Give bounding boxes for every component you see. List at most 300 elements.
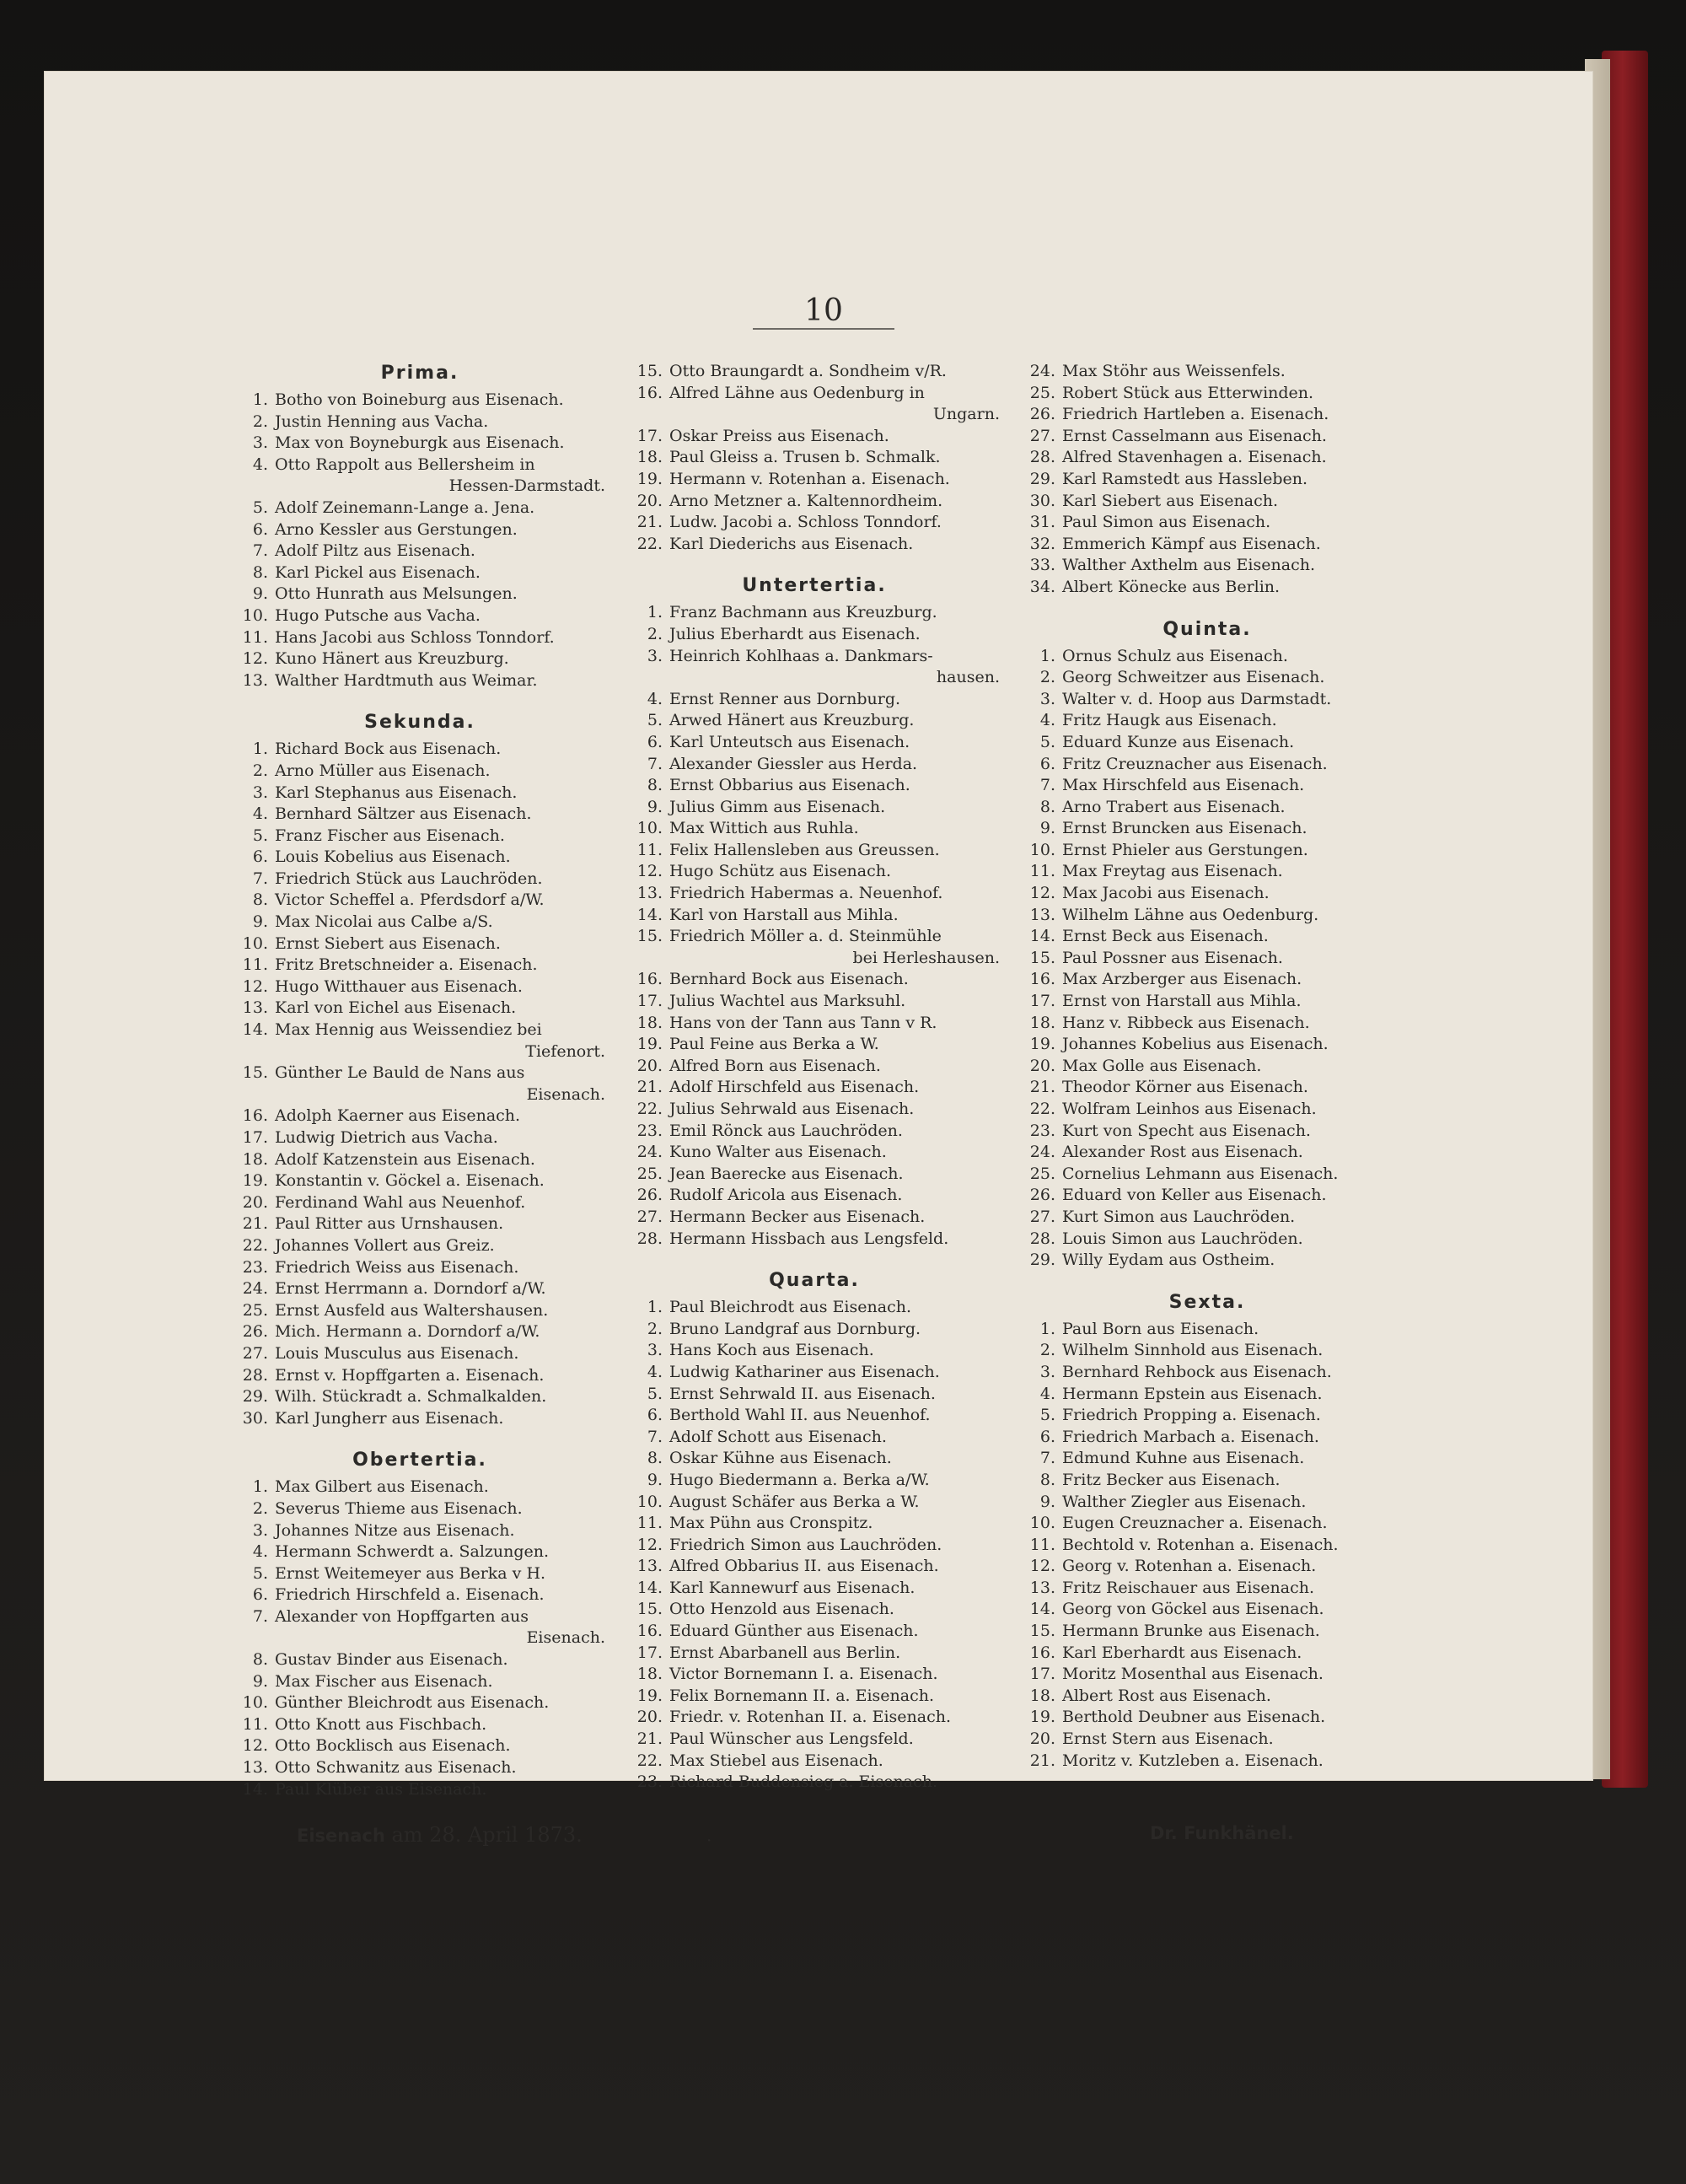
list-item-name (275, 976, 605, 998)
list-item-continuation: Eisenach. (526, 1084, 605, 1104)
list-item-name (275, 1105, 605, 1127)
list-item (234, 1541, 605, 1563)
list-item-number: 19. (636, 1686, 663, 1705)
list-item-name (1062, 1250, 1393, 1272)
list-item-name (275, 1584, 605, 1606)
list-item-name (669, 1319, 1000, 1341)
list-item-name (1062, 1034, 1393, 1056)
list-item-name (1062, 948, 1393, 970)
list-item-name (275, 1498, 605, 1520)
list-item (1022, 710, 1393, 732)
list-item (234, 998, 605, 1019)
list-item-number: 11. (1029, 1535, 1055, 1554)
list-item-number: 14. (242, 1020, 268, 1040)
list-item-number: 5. (252, 826, 268, 845)
list-item-text: Hermann Becker aus Eisenach. (669, 1207, 926, 1226)
list-item (629, 1427, 1000, 1449)
list-item-number: 29. (242, 1387, 268, 1407)
list-item-number: 13. (242, 1758, 268, 1778)
list-item (1022, 1686, 1393, 1708)
list-item-number: 20. (636, 491, 663, 510)
list-item-number: 1. (647, 603, 663, 622)
list-item-name (1062, 1492, 1393, 1514)
list-item-continuation: bei Herleshausen. (852, 948, 1000, 967)
list-item-name (1062, 512, 1393, 534)
list-item (629, 689, 1000, 711)
list-item-text: Ernst Beck aus Eisenach. (1062, 927, 1269, 946)
list-item-name (1062, 646, 1393, 668)
list-item-continuation: Ungarn. (932, 405, 1000, 424)
list-item (629, 1535, 1000, 1557)
list-item-name (1062, 991, 1393, 1013)
list-item-name (275, 390, 605, 412)
list-item (629, 1297, 1000, 1319)
list-item-name (1062, 1121, 1393, 1143)
list-item-text: Berthold Deubner aus Eisenach. (1062, 1708, 1326, 1727)
list-item-name (1062, 491, 1393, 513)
list-item (629, 447, 1000, 469)
list-item-name (669, 1427, 1000, 1449)
list-item (629, 1099, 1000, 1121)
list-item-text: Adolf Schott aus Eisenach. (669, 1427, 887, 1446)
list-item-text: Max Pühn aus Cronspitz. (669, 1514, 873, 1533)
list-item-text: Hermann Hissbach aus Lengsfeld. (669, 1229, 949, 1248)
list-item-name (275, 1213, 605, 1235)
list-item-number: 16. (636, 970, 663, 989)
list-item (629, 1013, 1000, 1035)
list-item-number: 27. (636, 1207, 663, 1226)
list-item (234, 1671, 605, 1693)
list-item (629, 1772, 1000, 1794)
list-item-text: Fritz Reischauer aus Eisenach. (1062, 1578, 1314, 1597)
list-item-text: Ernst Stern aus Eisenach. (1062, 1729, 1274, 1749)
list-item-number: 7. (647, 754, 663, 773)
list-item-text: Friedrich Marbach a. Eisenach. (1062, 1427, 1319, 1446)
list-item-text: Karl Jungherr aus Eisenach. (275, 1408, 504, 1428)
list-item-text: Karl Diederichs aus Eisenach. (669, 534, 914, 553)
list-item (234, 1498, 605, 1520)
list-item-text: Franz Fischer aus Eisenach. (275, 826, 505, 845)
list-item (234, 605, 605, 627)
list-item-number: 20. (1029, 1729, 1055, 1749)
list-item-number: 8. (1039, 1470, 1055, 1489)
list-item-name (275, 1192, 605, 1214)
list-item-number: 13. (1029, 905, 1055, 924)
list-item-text: Albert Könecke aus Berlin. (1062, 577, 1281, 596)
section-title: Sexta. (1168, 1291, 1246, 1313)
list-item-name (275, 627, 605, 649)
list-item-number: 18. (636, 1013, 663, 1032)
list-item-number: 4. (647, 1362, 663, 1381)
list-item-name (669, 1578, 1000, 1600)
list-item (1022, 1729, 1393, 1751)
list-item-number: 5. (647, 1384, 663, 1403)
list-item-text: Hermann Epstein aus Eisenach. (1062, 1384, 1323, 1403)
list-item (629, 1164, 1000, 1186)
list-item-name (275, 433, 605, 455)
list-item-name (275, 869, 605, 890)
list-item-text: Friedrich Stück aus Lauchröden. (275, 869, 543, 888)
list-item-name (275, 670, 605, 692)
list-item-text: Hugo Biedermann a. Berka a/W. (669, 1470, 930, 1489)
list-item-text: Paul Possner aus Eisenach. (1062, 948, 1283, 967)
list-item-number: 18. (1029, 1013, 1055, 1032)
list-item-number: 9. (252, 1671, 268, 1691)
list-item (234, 1192, 605, 1214)
list-item-number: 13. (242, 670, 268, 690)
list-item (629, 861, 1000, 883)
list-item-name (669, 818, 1000, 840)
list-item (629, 426, 1000, 448)
list-item-name (275, 584, 605, 605)
list-item-text: Max Freytag aus Eisenach. (1062, 862, 1283, 881)
list-item-name (1062, 1427, 1393, 1449)
list-item (1022, 689, 1393, 711)
stray-mark: · (706, 1830, 712, 1850)
list-item-name (669, 1229, 1000, 1251)
list-item-number: 7. (252, 541, 268, 561)
section-title: Quinta. (1162, 618, 1252, 640)
list-item-text: Karl Unteutsch aus Eisenach. (669, 732, 910, 751)
list-item-text: Louis Simon aus Lauchröden. (1062, 1229, 1303, 1248)
list-item (629, 991, 1000, 1013)
list-item-text: Alexander von Hopffgarten aus (275, 1606, 529, 1626)
list-item-name (669, 797, 1000, 819)
list-item-text: Karl von Eichel aus Eisenach. (275, 998, 517, 1018)
list-item-number: 2. (1039, 668, 1055, 687)
list-item-text: Fritz Bretschneider a. Eisenach. (275, 955, 538, 975)
list-item (234, 562, 605, 584)
list-item (234, 1278, 605, 1300)
column-3 (1022, 361, 1393, 1772)
list-item-number: 12. (242, 1736, 268, 1756)
list-item (1022, 1664, 1393, 1686)
list-item-name (275, 455, 605, 498)
list-item-number: 5. (252, 498, 268, 517)
list-item-number: 21. (242, 1214, 268, 1234)
list-item-name (275, 1477, 605, 1498)
list-item (629, 1599, 1000, 1621)
list-item-text: Oskar Preiss aus Eisenach. (669, 426, 889, 445)
list-item (1022, 404, 1393, 426)
list-item-name (669, 710, 1000, 732)
list-item-name (669, 469, 1000, 491)
list-item-text: Hans Jacobi aus Schloss Tonndorf. (275, 627, 555, 647)
list-item-text: Adolf Hirschfeld aus Eisenach. (669, 1078, 920, 1097)
list-item-name (1062, 1319, 1393, 1341)
list-item-name (275, 541, 605, 562)
list-item-number: 29. (1029, 469, 1055, 488)
list-item-text: Alfred Born aus Eisenach. (669, 1056, 881, 1075)
list-item-text: Georg von Göckel aus Eisenach. (1062, 1600, 1324, 1619)
list-item-number: 11. (636, 840, 663, 859)
list-item-number: 9. (1039, 1492, 1055, 1511)
list-item (1022, 926, 1393, 948)
list-item (1022, 1056, 1393, 1078)
list-item-text: Ernst Phieler aus Gerstungen. (1062, 840, 1308, 859)
list-item (1022, 1405, 1393, 1427)
list-item (629, 1405, 1000, 1427)
section-title: Untertertia. (742, 575, 887, 597)
list-item (1022, 1121, 1393, 1143)
list-item-number: 7. (1039, 776, 1055, 795)
list-item (1022, 361, 1393, 383)
list-item-text: Arwed Hänert aus Kreuzburg. (669, 711, 915, 730)
list-item-number: 15. (636, 927, 663, 946)
list-item-number: 1. (1039, 1319, 1055, 1338)
list-item-number: 16. (1029, 970, 1055, 989)
list-item-number: 10. (1029, 1514, 1055, 1533)
list-item (629, 1751, 1000, 1772)
list-item-number: 21. (636, 513, 663, 532)
list-item (1022, 991, 1393, 1013)
list-item-number: 14. (1029, 1600, 1055, 1619)
list-item-number: 14. (636, 905, 663, 924)
list-item (629, 840, 1000, 862)
list-item-number: 3. (252, 783, 268, 802)
list-item (234, 1235, 605, 1257)
list-item-name (1062, 1556, 1393, 1578)
list-item (1022, 447, 1393, 469)
list-item-name (669, 383, 1000, 426)
list-item-number: 20. (636, 1708, 663, 1727)
list-item-text: Karl Ramstedt aus Hassleben. (1062, 469, 1308, 488)
list-item-name (1062, 1621, 1393, 1643)
list-item (1022, 646, 1393, 668)
list-item-name (669, 1164, 1000, 1186)
list-item-name (669, 1362, 1000, 1384)
list-item-text: Arno Müller aus Eisenach. (275, 761, 491, 780)
list-item-number: 9. (1039, 819, 1055, 838)
section-title: Quarta. (769, 1270, 860, 1292)
list-item-text: Alfred Stavenhagen a. Eisenach. (1062, 448, 1327, 467)
list-item-text: Friedrich Propping a. Eisenach. (1062, 1406, 1321, 1425)
list-item (629, 969, 1000, 991)
list-item-text: Bernhard Rehbock aus Eisenach. (1062, 1362, 1332, 1381)
list-item-text: Alfred Lähne aus Oedenburg in (669, 383, 925, 402)
list-item-name (669, 1142, 1000, 1164)
list-item-text: Walter v. d. Hoop aus Darmstadt. (1062, 689, 1332, 708)
list-item-text: Friedrich Hartleben a. Eisenach. (1062, 405, 1329, 424)
list-item-text: Adolf Piltz aus Eisenach. (275, 541, 475, 561)
list-item (234, 1062, 605, 1105)
list-item (629, 1340, 1000, 1362)
list-item-name (1062, 1099, 1393, 1121)
list-item-number: 19. (1029, 1708, 1055, 1727)
list-item-name (669, 512, 1000, 534)
list-item-name (669, 1297, 1000, 1319)
list-item-name (669, 775, 1000, 797)
list-item-text: Paul Bleichrodt aus Eisenach. (669, 1298, 911, 1317)
list-item-text: Günther Bleichrodt aus Eisenach. (275, 1693, 550, 1713)
list-item-text: Max Arzberger aus Eisenach. (1062, 970, 1302, 989)
list-item (629, 1470, 1000, 1492)
list-item-text: Hermann v. Rotenhan a. Eisenach. (669, 469, 950, 488)
list-item-text: Hermann Schwerdt a. Salzungen. (275, 1542, 550, 1562)
list-item-name (669, 491, 1000, 513)
list-item (234, 1257, 605, 1279)
list-item-number: 22. (636, 534, 663, 553)
list-item (629, 491, 1000, 513)
list-item-text: Moritz Mosenthal aus Eisenach. (1062, 1665, 1324, 1684)
list-item-text: Max Wittich aus Ruhla. (669, 819, 859, 838)
list-item-text: Heinrich Kohlhaas a. Dankmars- (669, 646, 933, 665)
list-item (1022, 818, 1393, 840)
list-item-text: Friedrich Hirschfeld a. Eisenach. (275, 1585, 545, 1605)
list-item-text: Max Stöhr aus Weissenfels. (1062, 362, 1286, 380)
list-item-number: 27. (242, 1343, 268, 1363)
list-item-name (1062, 1164, 1393, 1186)
list-item (1022, 1535, 1393, 1557)
section-title: Sekunda. (364, 712, 475, 734)
list-item (629, 1556, 1000, 1578)
list-item-name (1062, 1142, 1393, 1164)
list-item-text: Ludw. Jacobi a. Schloss Tonndorf. (669, 513, 942, 532)
list-item-text: Wilhelm Lähne aus Oedenburg. (1062, 905, 1319, 924)
list-item-name (275, 847, 605, 869)
list-item (1022, 383, 1393, 405)
list-item-name (1062, 905, 1393, 927)
list-item-number: 5. (1039, 1406, 1055, 1425)
list-item-name (669, 861, 1000, 883)
list-item-number: 16. (242, 1106, 268, 1126)
list-item (234, 1714, 605, 1736)
list-item-text: Moritz v. Kutzleben a. Eisenach. (1062, 1751, 1324, 1770)
list-item-number: 15. (1029, 1622, 1055, 1641)
list-item-number: 25. (242, 1300, 268, 1320)
list-item (629, 1362, 1000, 1384)
list-item-text: Paul Born aus Eisenach. (1062, 1319, 1259, 1338)
list-item-number: 8. (647, 776, 663, 795)
list-item-name (1062, 1599, 1393, 1621)
list-item-name (669, 1340, 1000, 1362)
list-item-number: 9. (252, 584, 268, 604)
list-item-number: 1. (252, 390, 268, 409)
list-item-name (669, 1621, 1000, 1643)
list-item (234, 1606, 605, 1649)
list-item-text: Max Stiebel aus Eisenach. (669, 1751, 883, 1770)
list-item-text: Friedrich Simon aus Lauchröden. (669, 1535, 942, 1554)
list-item-number: 33. (1029, 556, 1055, 575)
list-item-number: 18. (636, 448, 663, 467)
list-item-number: 8. (1039, 797, 1055, 816)
list-item (234, 670, 605, 692)
column-1 (234, 361, 605, 1800)
list-item-text: Paul Klüber aus Eisenach. (275, 1779, 487, 1799)
list-item (234, 1649, 605, 1671)
list-item (1022, 1229, 1393, 1251)
list-item (234, 1520, 605, 1542)
list-item-number: 15. (242, 1063, 268, 1083)
list-item-number: 11. (636, 1514, 663, 1533)
list-item-name (1062, 969, 1393, 991)
list-item (629, 1319, 1000, 1341)
list-item-number: 1. (1039, 646, 1055, 665)
list-item-number: 12. (1029, 884, 1055, 903)
list-item-number: 24. (1029, 362, 1055, 380)
list-item-name (1062, 1013, 1393, 1035)
list-item-name (275, 1257, 605, 1279)
list-item (234, 1149, 605, 1171)
list-item-text: Hanz v. Ribbeck aus Eisenach. (1062, 1013, 1310, 1032)
list-item-text: Georg v. Rotenhan a. Eisenach. (1062, 1557, 1317, 1576)
list-item-number: 16. (636, 383, 663, 402)
list-item (234, 804, 605, 826)
list-item-number: 8. (252, 562, 268, 582)
list-item (1022, 426, 1393, 448)
list-item-text: Severus Thieme aus Eisenach. (275, 1498, 523, 1518)
list-item-number: 34. (1029, 577, 1055, 596)
list-item-text: Eduard Günther aus Eisenach. (669, 1622, 919, 1641)
list-item-number: 25. (1029, 1164, 1055, 1183)
list-item-name (1062, 1362, 1393, 1384)
list-item-number: 4. (1039, 711, 1055, 730)
list-item-name (1062, 1077, 1393, 1099)
list-item-number: 21. (1029, 1078, 1055, 1097)
list-item-name (275, 1649, 605, 1671)
list-item-name (1062, 1185, 1393, 1207)
list-item-text: Ludwig Kathariner aus Eisenach. (669, 1362, 940, 1381)
list-item-name (669, 534, 1000, 556)
list-item (629, 534, 1000, 556)
list-item (629, 602, 1000, 624)
list-item-number: 24. (636, 1143, 663, 1162)
list-item-name (1062, 447, 1393, 469)
list-item-name (1062, 1513, 1393, 1535)
list-item-number: 2. (252, 761, 268, 780)
list-item (1022, 1427, 1393, 1449)
list-item (1022, 534, 1393, 556)
list-item-number: 6. (647, 1406, 663, 1425)
list-item-text: Hugo Schütz aus Eisenach. (669, 862, 892, 881)
list-item-name (669, 1034, 1000, 1056)
list-item-text: Bernhard Sältzer aus Eisenach. (275, 804, 532, 824)
list-item-name (275, 1386, 605, 1408)
list-item-name (669, 1384, 1000, 1406)
list-item-name (1062, 1686, 1393, 1708)
list-item-text: Albert Rost aus Eisenach. (1062, 1686, 1271, 1705)
list-item-text: Victor Scheffel a. Pferdsdorf a/W. (275, 890, 545, 910)
list-item-number: 3. (1039, 1362, 1055, 1381)
list-item-number: 16. (1029, 1643, 1055, 1662)
list-item (629, 710, 1000, 732)
list-item-number: 23. (1029, 1121, 1055, 1140)
list-item (1022, 1013, 1393, 1035)
list-item-name (275, 605, 605, 627)
list-item-name (275, 1606, 605, 1649)
list-item-text: Otto Rappolt aus Bellersheim in (275, 455, 535, 474)
list-item-text: Karl Eberhardt aus Eisenach. (1062, 1643, 1302, 1662)
list-item-name (669, 905, 1000, 927)
list-item (234, 412, 605, 433)
list-item-name (669, 1185, 1000, 1207)
list-item-continuation: Tiefenort. (525, 1041, 605, 1061)
list-item-text: Paul Gleiss a. Trusen b. Schmalk. (669, 448, 941, 467)
list-item (629, 1207, 1000, 1229)
list-item-text: Kuno Walter aus Eisenach. (669, 1143, 887, 1162)
list-item-text: Ernst Bruncken aus Eisenach. (1062, 819, 1307, 838)
list-item-number: 23. (636, 1121, 663, 1140)
list-item-text: Alexander Giessler aus Herda. (669, 754, 918, 773)
list-item (234, 826, 605, 847)
list-item-name (669, 1492, 1000, 1514)
list-item-text: Otto Bocklisch aus Eisenach. (275, 1736, 511, 1756)
list-item-text: Richard Bock aus Eisenach. (275, 740, 502, 759)
list-item-number: 6. (1039, 1427, 1055, 1446)
list-item (1022, 905, 1393, 927)
list-item-name (275, 1735, 605, 1757)
list-item-text: Adolf Katzenstein aus Eisenach. (275, 1149, 535, 1169)
